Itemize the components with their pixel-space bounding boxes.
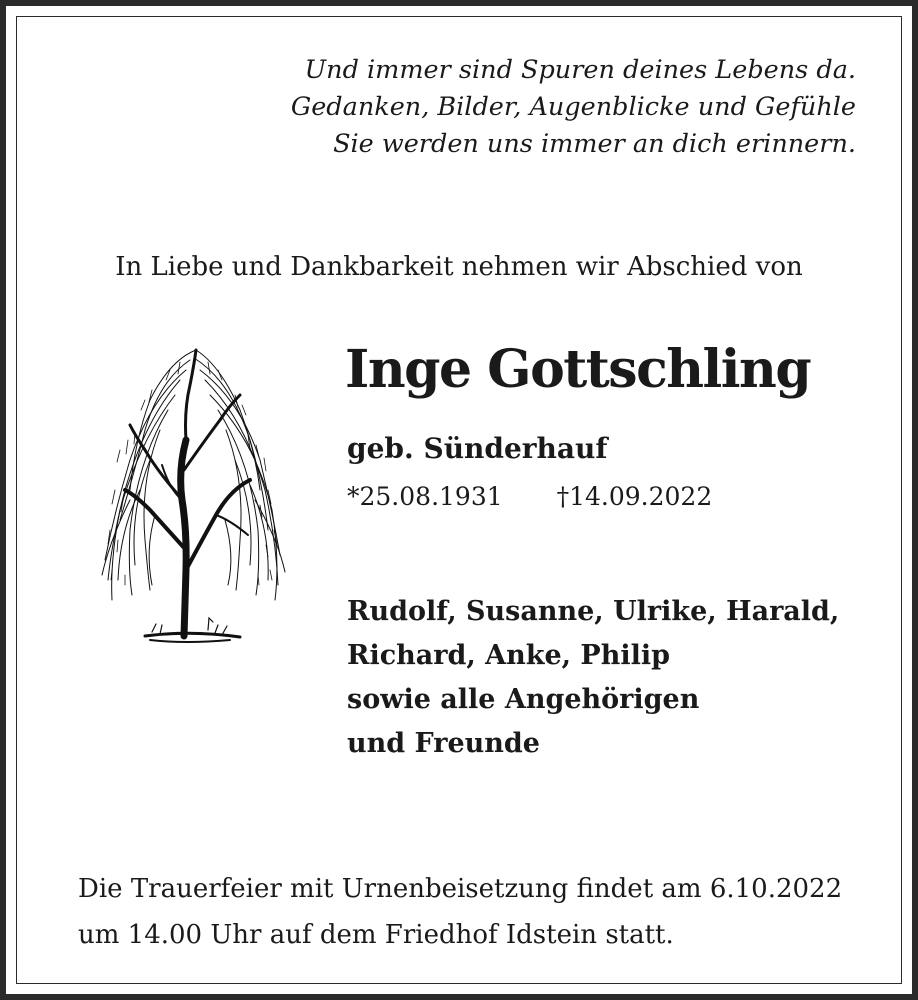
- mourners-line: Richard, Anke, Philip: [347, 640, 671, 671]
- mourners-line: Rudolf, Susanne, Ulrike, Harald,: [347, 596, 840, 627]
- mourners-list: [347, 590, 839, 766]
- funeral-line: Die Trauerfeier mit Urnenbeisetzung findet am 6.10.2022: [78, 874, 843, 904]
- death-date: †14.09.2022: [556, 482, 713, 511]
- motto-line: Sie werden uns immer an dich erinnern.: [333, 129, 856, 159]
- mourners-line: und Freunde: [347, 728, 540, 759]
- maiden-name: geb. Sünderhauf: [347, 432, 608, 465]
- deceased-name: Inge Gottschling: [345, 339, 811, 400]
- motto-line: Und immer sind Spuren deines Lebens da.: [304, 55, 856, 85]
- birth-date: *25.08.1931: [347, 482, 503, 511]
- motto-verse: [216, 52, 856, 163]
- motto-line: Gedanken, Bilder, Augenblicke und Gefühle: [290, 92, 856, 122]
- life-dates: [347, 482, 712, 511]
- weeping-willow-icon: [90, 340, 290, 655]
- funeral-line: um 14.00 Uhr auf dem Friedhof Idstein statt.: [78, 920, 674, 950]
- funeral-info: [78, 866, 842, 958]
- mourners-line: sowie alle Angehörigen: [347, 684, 700, 715]
- intro-text: In Liebe und Dankbarkeit nehmen wir Abschied von: [115, 252, 803, 282]
